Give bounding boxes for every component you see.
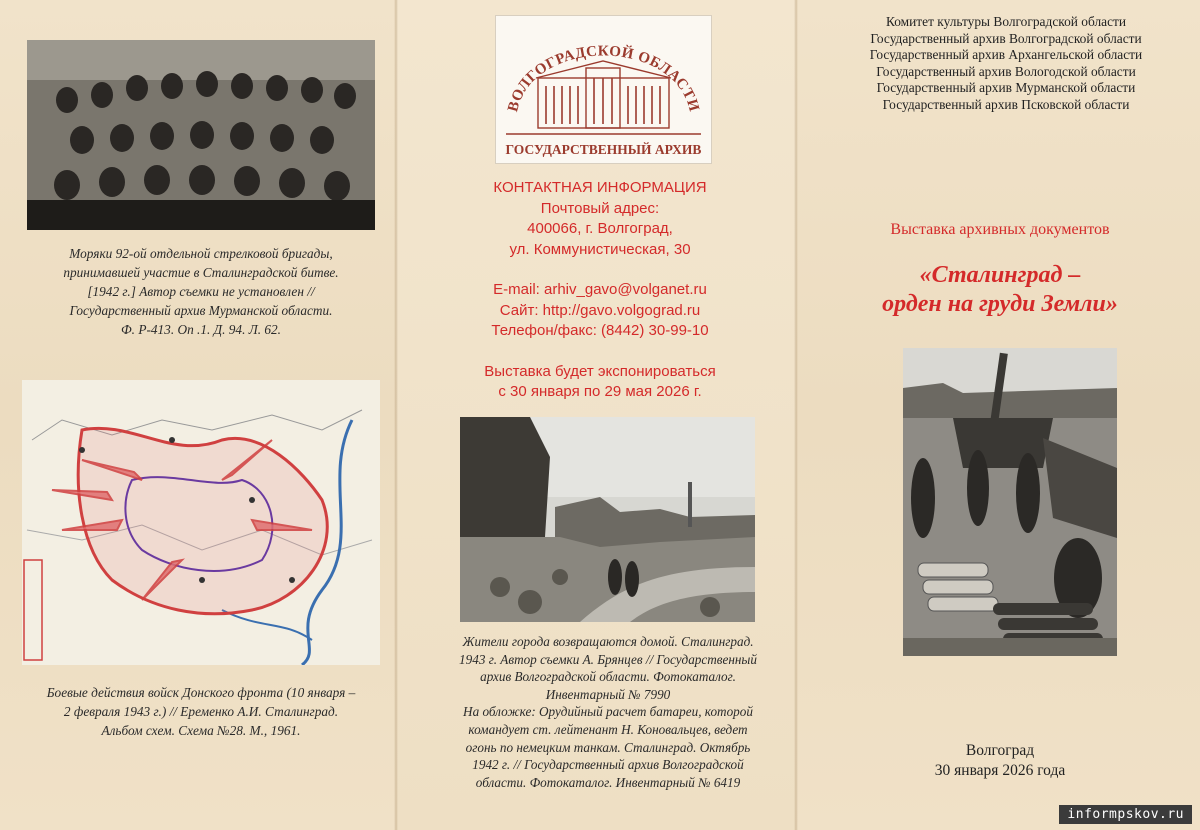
- exhibit-dates-line2: с 30 января по 29 мая 2026 г.: [498, 383, 702, 400]
- title-line2: орден на груди Земли»: [882, 291, 1118, 317]
- organizations-list: [836, 14, 1176, 113]
- footer-city: Волгоград: [965, 742, 1035, 759]
- exhibit-label: Выставка архивных документов: [890, 221, 1110, 238]
- sailors-photo: [27, 40, 375, 230]
- logo-bottom-text: ГОСУДАРСТВЕННЫЙ АРХИВ: [505, 142, 702, 157]
- archive-logo: [495, 15, 712, 164]
- postal-city: 400066, г. Волгоград,: [527, 220, 673, 237]
- exhibit-dates-line1: Выставка будет экспонироваться: [484, 362, 716, 380]
- sailors-caption: Моряки 92-ой отдельной стрелковой бригады, принимавшей участие в Сталинградской битве. [1942 г.] Автор съемки не установлен // Государственный архив Мурманской области. Ф. Р-413. Оп .1. Д. 94. Л. 62.: [63, 246, 339, 337]
- battle-map: [22, 380, 380, 665]
- phone-line: Телефон/факс: (8442) 30-99-10: [491, 322, 709, 339]
- fold-line: [794, 0, 798, 830]
- site-line: Сайт: http://gavo.volgograd.ru: [499, 301, 701, 319]
- contact-heading: КОНТАКТНАЯ ИНФОРМАЦИЯ: [493, 179, 707, 196]
- organization-item: Комитет культуры Волгоградской области: [885, 14, 1127, 29]
- contact-block: [440, 178, 760, 403]
- email-line: E-mail: arhiv_gavo@volganet.ru: [493, 281, 707, 298]
- ruined-street-photo: [460, 417, 755, 622]
- title-line1: «Сталинград –: [919, 262, 1081, 288]
- postal-street: ул. Коммунистическая, 30: [509, 240, 691, 258]
- organization-item: Государственный архив Вологодской области: [876, 63, 1136, 79]
- organization-item: Государственный архив Мурманской области: [876, 80, 1136, 95]
- fold-line: [394, 0, 398, 830]
- artillery-photo: [903, 348, 1117, 656]
- organization-item: Государственный архив Псковской области: [882, 96, 1130, 112]
- footer-date: 30 января 2026 года: [934, 762, 1066, 779]
- site-watermark: informpskov.ru: [1059, 805, 1192, 824]
- organization-item: Государственный архив Архангельской области: [869, 47, 1143, 62]
- postal-label: Почтовый адрес:: [540, 199, 660, 217]
- map-caption: Боевые действия войск Донского фронта (10 января – 2 февраля 1943 г.) // Еременко А.И. Сталинград. Альбом схем. Схема №28. М., 1961.: [46, 685, 356, 738]
- ruined-street-caption: Жители города возвращаются домой. Сталинград. 1943 г. Автор съемки А. Брянцев // Государственный архив Волгоградской области. Фотокаталог. Инвентарный № 7990 На обложке: Орудийный расчет батареи, которой командует ст. лейтенант Н. Коновальцев, ведет огонь по немецким танкам. Сталинград. Октябрь 1942 г. // Государственный архив Волгоградской области. Фотокаталог. Инвентарный № 6419: [459, 634, 757, 790]
- organization-item: Государственный архив Волгоградской области: [870, 30, 1142, 46]
- logo-arc-text: ВОЛГОГРАДСКОЙ ОБЛАСТИ: [505, 43, 702, 114]
- exhibition-title: [820, 261, 1180, 319]
